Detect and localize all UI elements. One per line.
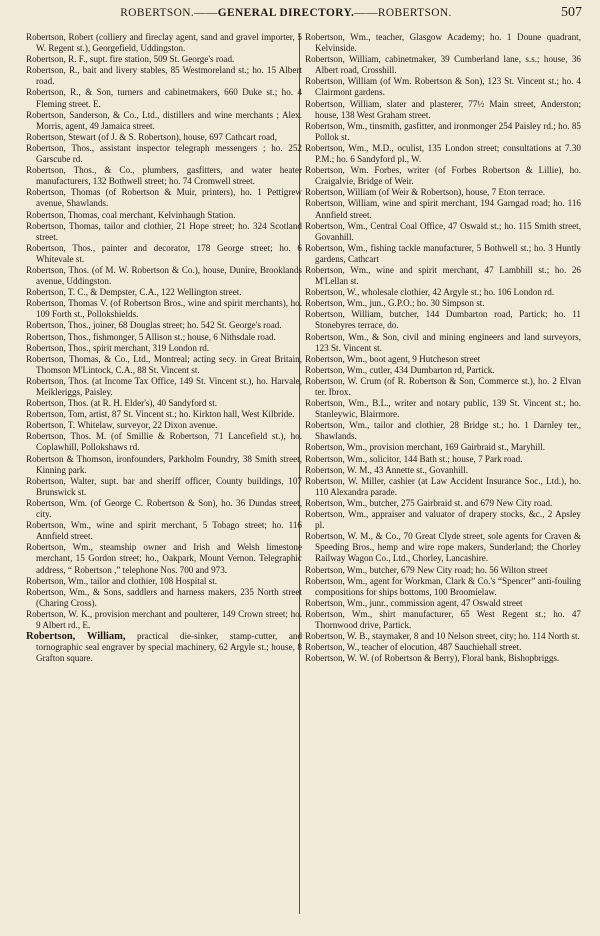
directory-entry	[26, 409, 302, 420]
entry-text: Robertson, R. F., supt. fire station, 509 St. George's road.	[26, 54, 235, 65]
directory-entry	[305, 576, 581, 598]
entry-text: Robertson, Walter, supt. bar and sheriff officer, County buildings, 107 Brunswick st.	[26, 475, 302, 497]
header-left-word: ROBERTSON.	[120, 7, 195, 19]
directory-entry	[305, 376, 581, 398]
directory-entry	[305, 420, 581, 442]
directory-entry	[26, 332, 302, 343]
entry-text: Robertson, R., bait and livery stables, 85 Westmoreland st.; ho. 15 Albert road.	[26, 65, 302, 87]
entry-text: practical die-sinker, stamp-cutter, and tornographic seal engraver by special machinery, 62 Argyle st.; house, 8 Grafton square.	[36, 631, 303, 664]
entry-text: Robertson, William (of Wm. Robertson & Son), 123 St. Vincent st.; ho. 4 Clairmont gardens.	[305, 76, 581, 98]
entry-text: Robertson, W. B., staymaker, 8 and 10 Nelson street, city; ho. 114 North st.	[305, 631, 580, 642]
directory-entry	[26, 376, 302, 398]
entry-text: Robertson, Thos. (at Income Tax Office, 149 St. Vincent st.), ho. Harvale, Meikleriggs, Paisley.	[26, 375, 302, 397]
right-column	[305, 32, 581, 664]
directory-entry	[26, 54, 302, 65]
entry-text: Robertson, W. M., & Co., 70 Great Clyde street, sole agents for Craven & Speeding Bros., hemp and wire rope makers, Sunderland; the Chorley Railway Wagon Co., Ltd., Chorley, Lancashire.	[305, 531, 581, 564]
entry-text: Robertson, Wm., tailor and clothier, 28 Bridge st.; ho. 1 Darnley ter., Shawlands.	[305, 420, 581, 442]
directory-entry	[305, 531, 581, 564]
entry-text: Robertson, Robert (colliery and fireclay agent, sand and gravel importer, 5 W. Regent st.), Georgefield, Uddingston.	[26, 32, 302, 54]
entry-text: Robertson, Tom, artist, 87 St. Vincent st.; ho. Kirkton hall, West Kilbride.	[26, 409, 295, 420]
entry-text: Robertson, Wm. Forbes, writer (of Forbes Robertson & Lillie), ho. Craigalvie, Bridge of Weir.	[305, 165, 581, 187]
page-number: 507	[561, 5, 582, 20]
directory-entry	[305, 198, 581, 220]
directory-entry	[26, 420, 302, 431]
entry-text: Robertson & Thomson, ironfounders, Parkholm Foundry, 38 Smith street, Kinning park.	[26, 453, 302, 475]
entry-text: Robertson, Wm., wine and spirit merchant, 47 Lambhill st.; ho. 26 M'Lellan st.	[305, 264, 581, 287]
entry-text: Robertson, Thos., spirit merchant, 319 London rd.	[26, 342, 210, 353]
entry-text: Robertson, Wm., wine and spirit merchant, 5 Tobago street; ho. 116 Annfield street.	[26, 520, 302, 542]
directory-entry	[305, 99, 581, 121]
entry-text: Robertson, Wm., shirt manufacturer, 65 West Regent st.; ho. 47 Thornwood drive, Partick.	[305, 608, 581, 630]
directory-entry	[305, 653, 581, 664]
entry-text: Robertson, Wm. (of George C. Robertson & Son), ho. 36 Dundas street, city.	[26, 497, 302, 520]
entry-text: Robertson, Wm., junr., commission agent, 47 Oswald street	[305, 597, 523, 608]
directory-entry	[305, 121, 581, 143]
entry-text: Robertson, W., teacher of elocution, 487 Sauchiehall street.	[305, 642, 522, 653]
directory-entry	[305, 476, 581, 498]
entry-text: Robertson, Wm., fishing tackle manufacturer, 5 Bothwell st.; ho. 3 Huntly gardens, Cathcart	[305, 242, 581, 264]
left-column	[26, 32, 302, 664]
directory-entry	[305, 498, 581, 509]
directory-entry	[26, 298, 302, 320]
directory-entry	[305, 143, 581, 165]
entry-text: Robertson, Wm., steamship owner and Irish and Welsh limestone merchant, 15 Gordon street; ho., Oakpark, Mount Vernon. Telegraphic address, “ Robertson ,” telephone Nos. 700 and 973.	[26, 542, 302, 575]
entry-bold-name: Robertson, William,	[26, 631, 126, 643]
entry-text: Robertson, W. W. (of Robertson & Berry), Floral bank, Bishopbriggs.	[305, 653, 560, 664]
entry-text: Robertson, Wm., butcher, 275 Gairbraid st. and 679 New City road.	[305, 497, 553, 508]
directory-entry	[26, 454, 302, 476]
entry-text: Robertson, Wm., agent for Workman, Clark & Co.'s “Spencer” anti-fouling compositions for ships bottoms, 100 Broomielaw.	[305, 575, 581, 597]
entry-text: Robertson, Wm., tailor and clothier, 108 Hospital st.	[26, 575, 218, 586]
directory-entry	[305, 243, 581, 265]
header-title: GENERAL DIRECTORY.	[217, 7, 355, 19]
directory-entry	[26, 609, 302, 631]
directory-entry	[305, 565, 581, 576]
header-right-word: ROBERTSON.	[377, 7, 452, 19]
directory-entry	[26, 354, 302, 376]
directory-entry	[26, 520, 302, 542]
entry-text: Robertson, William, butcher, 144 Dumbarton road, Partick; ho. 11 Stonebyres terrace, do.	[305, 309, 581, 331]
directory-entry	[305, 442, 581, 453]
directory-entry	[305, 598, 581, 609]
directory-entry	[26, 243, 302, 265]
entry-text: Robertson, Wm., B.L., writer and notary public, 139 St. Vincent st.; ho. Stanleywic, Blairmore.	[305, 398, 581, 420]
entry-text: Robertson, William, slater and plasterer, 77½ Main street, Anderston; house, 138 West Graham street.	[305, 98, 581, 120]
entry-text: Robertson, T. C., & Dempster, C.A., 122 Wellington street.	[26, 287, 242, 298]
entry-text: Robertson, Thos., & Co., plumbers, gasfitters, and water heater manufacturers, 132 Bothwell street; ho. 74 Cromwell street.	[26, 165, 302, 187]
entry-text: Robertson, Thomas V. (of Robertson Bros., wine and spirit merchants), ho. 109 Forth st., Pollokshields.	[26, 298, 302, 320]
entry-text: Robertson, Thos., assistant inspector telegraph messengers ; ho. 252 Garscube rd.	[26, 142, 302, 165]
directory-entry	[26, 187, 302, 209]
directory-entry	[26, 542, 302, 575]
entry-text: Robertson, Thomas (of Robertson & Muir, printers), ho. 1 Pettigrew avenue, Shawlands.	[26, 187, 302, 209]
directory-entry	[26, 287, 302, 298]
entry-text: Robertson, Wm., butcher, 679 New City road; ho. 56 Wilton street	[305, 564, 548, 575]
entry-text: Robertson, W., wholesale clothier, 42 Argyle st.; ho. 106 London rd.	[305, 287, 555, 298]
directory-entry	[26, 631, 302, 664]
entry-text: Robertson, Wm., boot agent, 9 Hutcheson street	[305, 353, 481, 364]
directory-entry	[305, 454, 581, 465]
directory-entry	[305, 187, 581, 198]
entry-text: Robertson, Wm., jun., G.P.O.; ho. 30 Simpson st.	[305, 298, 485, 309]
entry-text: Robertson, W. K., provision merchant and poulterer, 149 Crown street; ho. 9 Albert rd., E.	[26, 608, 302, 630]
entry-text: Robertson, W. Miller, cashier (at Law Accident Insurance Soc., Ltd.), ho. 110 Alexandra parade.	[305, 475, 581, 497]
directory-entry	[305, 354, 581, 365]
directory-entry	[305, 221, 581, 243]
entry-text: Robertson, Wm., cutler, 434 Dumbarton rd, Partick.	[305, 364, 495, 375]
directory-entry	[26, 32, 302, 54]
directory-entry	[26, 431, 302, 453]
directory-entry	[26, 210, 302, 221]
directory-entry	[305, 609, 581, 631]
entry-text: Robertson, Thomas, & Co., Ltd., Montreal; acting secy. in Great Britain, Thomson M'Lintock, C.A., 88 St. Vincent st.	[26, 353, 302, 375]
directory-entry	[305, 465, 581, 476]
entry-text: Robertson, Thomas, tailor and clothier, 21 Hope street; ho. 324 Scotland street.	[26, 220, 302, 242]
directory-entry	[26, 498, 302, 520]
entry-text: Robertson, Wm., provision merchant, 169 Gairbraid st., Maryhill.	[305, 442, 546, 453]
entry-text: Robertson, Wm., teacher, Glasgow Academy; ho. 1 Doune quadrant, Kelvinside.	[305, 32, 581, 54]
entry-text: Robertson, Wm., appraiser and valuator of drapery stocks, &c., 2 Apsley pl.	[305, 509, 581, 531]
directory-entry	[305, 165, 581, 187]
entry-text: Robertson, Wm., & Sons, saddlers and harness makers, 235 North street (Charing Cross).	[26, 586, 302, 608]
directory-entry	[305, 298, 581, 309]
entry-text: Robertson, Stewart (of J. & S. Robertson), house, 697 Cathcart road,	[26, 131, 277, 142]
entry-text: Robertson, Wm., solicitor, 144 Bath st.; house, 7 Park road.	[305, 453, 523, 464]
directory-entry	[26, 398, 302, 409]
entry-text: Robertson, Thomas, coal merchant, Kelvinhaugh Station.	[26, 209, 236, 220]
directory-entry	[26, 265, 302, 287]
entry-text: Robertson, Wm., M.D., oculist, 135 London street; consultations at 7.30 P.M.; ho. 6 Sandyford pl., W.	[305, 142, 581, 165]
directory-entry	[305, 76, 581, 98]
running-header: ROBERTSON.——GENERAL DIRECTORY.——ROBERTSON. 507	[120, 5, 582, 20]
entry-text: Robertson, William, wine and spirit merchant, 194 Garngad road; ho. 116 Annfield street.	[305, 198, 581, 220]
directory-entry	[26, 65, 302, 87]
directory-entry	[305, 287, 581, 298]
directory-entry	[26, 576, 302, 587]
entry-text: Robertson, Thos., joiner, 68 Douglas street; ho. 542 St. George's road.	[26, 320, 282, 331]
entry-text: Robertson, Thos., fishmonger, 5 Allison st.; house, 6 Nithsdale road.	[26, 331, 276, 342]
entry-text: Robertson, W. M., 43 Annette st., Govanhill.	[305, 464, 468, 475]
entry-text: Robertson, T. Whitelaw, surveyor, 22 Dixon avenue.	[26, 420, 218, 431]
entry-text: Robertson, R., & Son, turners and cabinetmakers, 660 Duke st.; ho. 4 Fleming street. E.	[26, 87, 302, 109]
directory-entry	[26, 221, 302, 243]
entry-text: Robertson, William, cabinetmaker, 39 Cumberland lane, s.s.; house, 36 Albert road, Crosshill.	[305, 54, 581, 76]
directory-entry	[26, 587, 302, 609]
entry-text: Robertson, Sanderson, & Co., Ltd., distillers and wine merchants ; Alex. Morris, agent, 49 Jamaica street.	[26, 109, 302, 131]
directory-entry	[26, 87, 302, 109]
entry-text: Robertson, Thos., painter and decorator, 178 George street; ho. 6 Whitevale st.	[26, 242, 302, 264]
directory-entry	[305, 365, 581, 376]
entry-text: Robertson, Thos. (of M. W. Robertson & Co.), house, Dunire, Brooklands avenue, Uddingston.	[26, 264, 302, 287]
entry-text: Robertson, Wm., tinsmith, gasfitter, and ironmonger 254 Paisley rd.; ho. 85 Pollok st.	[305, 120, 581, 142]
directory-entry	[305, 631, 581, 642]
directory-entry	[26, 110, 302, 132]
directory-entry	[305, 265, 581, 287]
directory-entry	[26, 320, 302, 331]
directory-entry	[305, 54, 581, 76]
entry-text: Robertson, W. Crum (of R. Robertson & Son, Commerce st.), ho. 2 Elvan ter. Ibrox.	[305, 375, 581, 397]
entry-text: Robertson, Thos. (at R. H. Elder's), 40 Sandyford st.	[26, 398, 218, 409]
entry-text: Robertson, Wm., Central Coal Office, 47 Oswald st.; ho. 115 Smith street, Govanhill.	[305, 220, 581, 242]
directory-entry	[26, 343, 302, 354]
entry-text: Robertson, Thos. M. (of Smillie & Robertson, 71 Lancefield st.), ho. Coplawhill, Pollokshaws rd.	[26, 431, 302, 453]
directory-entry	[305, 398, 581, 420]
directory-entry	[305, 509, 581, 531]
directory-entry	[26, 143, 302, 165]
directory-entry	[305, 642, 581, 653]
directory-entry	[305, 309, 581, 331]
entry-text: Robertson, Wm., & Son, civil and mining engineers and land surveyors, 123 St. Vincent st.	[305, 331, 581, 353]
directory-entry	[26, 132, 302, 143]
entry-text: Robertson, William (of Weir & Robertson), house, 7 Eton terrace.	[305, 187, 546, 198]
directory-entry	[305, 32, 581, 54]
directory-entry	[305, 332, 581, 354]
directory-entry	[26, 476, 302, 498]
directory-entry	[26, 165, 302, 187]
